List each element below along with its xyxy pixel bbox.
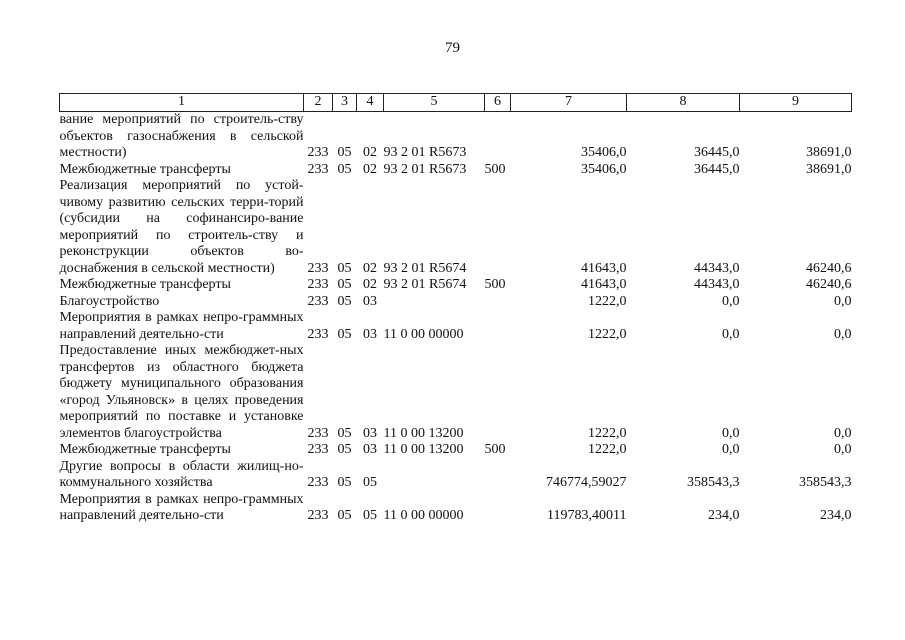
row-name-cell: Благоустройство [59, 293, 160, 309]
table-row [60, 277, 852, 294]
section-code-cell: 05 [337, 277, 352, 292]
row-name-cell: вание мероприятий по строитель-ству объектов газоснабжения в сельской местности) [59, 112, 304, 160]
amount-year2-cell: 36445,0 [694, 145, 740, 160]
table-row [60, 442, 852, 459]
amount-year2-cell: 234,0 [708, 508, 740, 523]
table-row [60, 459, 852, 492]
row-name-cell: Мероприятия в рамках непро-граммных направлений деятельно-сти [59, 491, 304, 523]
target-article-cell: 11 0 00 00000 [383, 326, 464, 342]
target-article-cell: 11 0 00 13200 [383, 425, 464, 441]
subsection-code-cell: 03 [363, 293, 377, 309]
amount-year3-cell: 38691,0 [806, 145, 852, 160]
admin-code-cell: 233 [307, 145, 329, 160]
amount-year3-cell: 0,0 [834, 293, 852, 309]
subsection-code-cell: 03 [363, 326, 377, 342]
amount-year2-cell: 44343,0 [694, 277, 740, 292]
table-row [60, 162, 852, 179]
subsection-code-cell: 03 [363, 425, 377, 441]
expense-type-cell [485, 178, 511, 277]
header-row [60, 94, 852, 112]
section-code-cell: 05 [337, 145, 352, 160]
column-header: 1 [60, 94, 304, 112]
admin-code-cell: 233 [307, 442, 329, 457]
section-code-cell: 05 [337, 475, 352, 490]
admin-code-cell: 233 [307, 508, 329, 523]
row-name-cell: Предоставление иных межбюджет-ных трансфертов из областного бюджета бюджету муниципального образования «город Ульяновск» в целях проведения мероприятий по поставке и установке элементов благоустройства [59, 343, 304, 441]
table-row [60, 294, 852, 311]
amount-year2-cell: 0,0 [722, 425, 740, 441]
amount-year3-cell: 38691,0 [806, 161, 852, 177]
row-name-cell: Межбюджетные трансферты [59, 442, 231, 457]
amount-year3-cell: 0,0 [834, 425, 852, 441]
amount-year3-cell: 0,0 [834, 442, 852, 457]
amount-year1-cell: 35406,0 [581, 145, 627, 160]
amount-year1-cell: 119783,40011 [547, 508, 627, 523]
amount-year1-cell: 1222,0 [588, 442, 627, 457]
section-code-cell: 05 [337, 293, 352, 309]
table-body [60, 112, 852, 525]
amount-year1-cell: 41643,0 [581, 260, 627, 276]
amount-year2-cell: 0,0 [722, 442, 740, 457]
admin-code-cell: 233 [307, 326, 329, 342]
expense-type-cell: 500 [484, 442, 506, 457]
subsection-code-cell: 02 [363, 260, 377, 276]
subsection-code-cell: 05 [363, 508, 377, 523]
table-row [60, 492, 852, 525]
column-header: 2 [304, 94, 333, 112]
amount-year2-cell: 0,0 [722, 293, 740, 309]
admin-code-cell: 233 [307, 425, 329, 441]
target-article-cell: 93 2 01 R5673 [383, 145, 467, 160]
expense-type-cell [485, 492, 511, 525]
admin-code-cell: 233 [307, 260, 329, 276]
admin-code-cell: 233 [307, 293, 329, 309]
section-code-cell: 05 [337, 161, 352, 177]
amount-year2-cell: 36445,0 [694, 161, 740, 177]
budget-table-container [59, 93, 851, 525]
column-header: 9 [740, 94, 852, 112]
row-name-cell: Мероприятия в рамках непро-граммных направлений деятельно-сти [59, 310, 304, 342]
amount-year2-cell: 358543,3 [687, 475, 740, 490]
table-row [60, 310, 852, 343]
row-name-cell: Реализация мероприятий по устой-чивому развитию сельских терри-торий (субсидии на софинансиро-вание мероприятий по строитель-ству и реконструкции объектов во-доснабжения в сельской местности) [59, 178, 304, 276]
target-article-cell: 11 0 00 00000 [383, 508, 464, 523]
target-article-cell: 93 2 01 R5674 [383, 260, 467, 276]
target-article-cell [384, 459, 485, 492]
table-row [60, 178, 852, 277]
target-article-cell: 11 0 00 13200 [383, 442, 464, 457]
budget-table [59, 93, 852, 525]
column-header: 3 [333, 94, 357, 112]
expense-type-cell [485, 343, 511, 442]
amount-year1-cell: 41643,0 [581, 277, 627, 292]
amount-year3-cell: 358543,3 [799, 475, 852, 490]
column-header: 7 [511, 94, 627, 112]
column-header: 6 [485, 94, 511, 112]
amount-year3-cell: 234,0 [820, 508, 852, 523]
subsection-code-cell: 03 [363, 442, 377, 457]
amount-year2-cell: 44343,0 [694, 260, 740, 276]
row-name-cell: Межбюджетные трансферты [59, 161, 231, 177]
section-code-cell: 05 [337, 326, 352, 342]
column-header: 4 [357, 94, 384, 112]
row-name-cell: Межбюджетные трансферты [59, 277, 231, 292]
section-code-cell: 05 [337, 260, 352, 276]
admin-code-cell: 233 [307, 161, 329, 177]
table-row [60, 112, 852, 162]
amount-year1-cell: 1222,0 [588, 425, 627, 441]
amount-year1-cell: 746774,59027 [546, 475, 627, 490]
amount-year2-cell: 0,0 [722, 326, 740, 342]
amount-year3-cell: 46240,6 [806, 260, 852, 276]
admin-code-cell: 233 [307, 475, 329, 490]
expense-type-cell [485, 459, 511, 492]
expense-type-cell [485, 310, 511, 343]
subsection-code-cell: 02 [363, 145, 377, 160]
target-article-cell [384, 294, 485, 311]
amount-year1-cell: 1222,0 [588, 326, 627, 342]
expense-type-cell: 500 [484, 277, 506, 292]
expense-type-cell [485, 112, 511, 162]
amount-year3-cell: 0,0 [834, 326, 852, 342]
section-code-cell: 05 [337, 425, 352, 441]
target-article-cell: 93 2 01 R5674 [383, 277, 467, 292]
section-code-cell: 05 [337, 508, 352, 523]
subsection-code-cell: 02 [363, 161, 377, 177]
row-name-cell: Другие вопросы в области жилищ-но-коммунального хозяйства [59, 458, 304, 490]
expense-type-cell: 500 [484, 161, 506, 177]
page-number: 79 [445, 40, 460, 56]
amount-year3-cell: 46240,6 [806, 277, 852, 292]
column-header: 5 [384, 94, 485, 112]
target-article-cell: 93 2 01 R5673 [383, 161, 467, 177]
admin-code-cell: 233 [307, 277, 329, 292]
amount-year1-cell: 1222,0 [588, 293, 627, 309]
amount-year1-cell: 35406,0 [581, 161, 627, 177]
table-row [60, 343, 852, 442]
column-header: 8 [627, 94, 740, 112]
subsection-code-cell: 05 [363, 475, 377, 490]
expense-type-cell [485, 294, 511, 311]
section-code-cell: 05 [337, 442, 352, 457]
subsection-code-cell: 02 [363, 277, 377, 292]
